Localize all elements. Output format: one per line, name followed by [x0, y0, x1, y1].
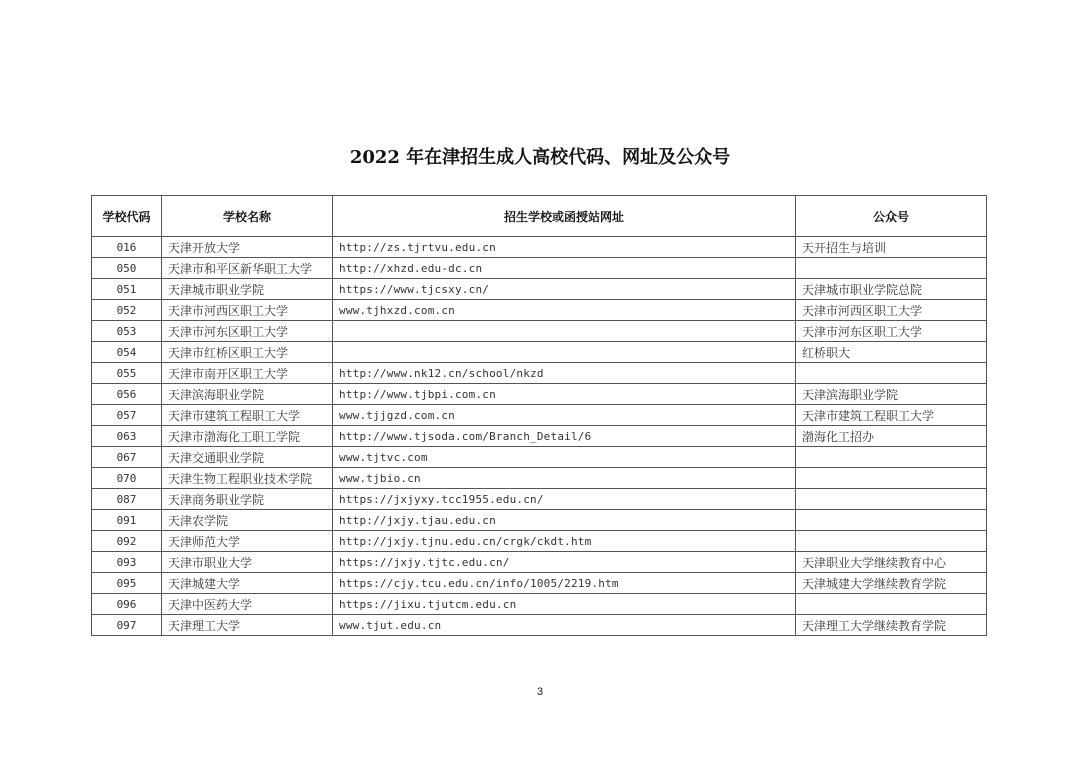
header-school-name: 学校名称 — [162, 196, 333, 237]
table-row — [92, 258, 987, 279]
website-cell: www.tjut.edu.cn — [333, 615, 796, 636]
table-row — [92, 552, 987, 573]
school-name-cell: 天津城市职业学院 — [162, 279, 333, 300]
table-row — [92, 300, 987, 321]
table-row — [92, 405, 987, 426]
table-row — [92, 594, 987, 615]
school-name-cell: 天津师范大学 — [162, 531, 333, 552]
public-account-cell: 天津市河西区职工大学 — [796, 300, 987, 321]
public-account-cell — [796, 258, 987, 279]
website-cell: http://www.nk12.cn/school/nkzd — [333, 363, 796, 384]
table-row — [92, 363, 987, 384]
school-name-cell: 天津市南开区职工大学 — [162, 363, 333, 384]
school-code-cell: 093 — [92, 552, 162, 573]
website-cell: https://jxjy.tjtc.edu.cn/ — [333, 552, 796, 573]
public-account-cell: 天津市河东区职工大学 — [796, 321, 987, 342]
website-cell — [333, 321, 796, 342]
website-cell: http://www.tjsoda.com/Branch_Detail/6 — [333, 426, 796, 447]
public-account-cell: 天津城市职业学院总院 — [796, 279, 987, 300]
school-name-cell: 天津市河东区职工大学 — [162, 321, 333, 342]
school-name-cell: 天津市职业大学 — [162, 552, 333, 573]
school-name-cell: 天津市河西区职工大学 — [162, 300, 333, 321]
public-account-cell — [796, 363, 987, 384]
school-code-cell: 091 — [92, 510, 162, 531]
school-code-cell: 055 — [92, 363, 162, 384]
website-cell: www.tjbio.cn — [333, 468, 796, 489]
table-row — [92, 510, 987, 531]
public-account-cell — [796, 531, 987, 552]
website-cell: https://jixu.tjutcm.edu.cn — [333, 594, 796, 615]
table-row — [92, 489, 987, 510]
school-name-cell: 天津市红桥区职工大学 — [162, 342, 333, 363]
table-row — [92, 615, 987, 636]
public-account-cell — [796, 468, 987, 489]
header-public-account: 公众号 — [796, 196, 987, 237]
school-code-cell: 095 — [92, 573, 162, 594]
table-row — [92, 426, 987, 447]
table-row — [92, 447, 987, 468]
website-cell: www.tjjgzd.com.cn — [333, 405, 796, 426]
school-code-cell: 053 — [92, 321, 162, 342]
school-name-cell: 天津市建筑工程职工大学 — [162, 405, 333, 426]
public-account-cell — [796, 447, 987, 468]
table-row — [92, 321, 987, 342]
table-row — [92, 384, 987, 405]
website-cell — [333, 342, 796, 363]
table-row — [92, 342, 987, 363]
school-name-cell: 天津理工大学 — [162, 615, 333, 636]
school-name-cell: 天津生物工程职业技术学院 — [162, 468, 333, 489]
school-code-cell: 067 — [92, 447, 162, 468]
website-cell: http://jxjy.tjnu.edu.cn/crgk/ckdt.htm — [333, 531, 796, 552]
public-account-cell: 天津城建大学继续教育学院 — [796, 573, 987, 594]
school-code-cell: 087 — [92, 489, 162, 510]
school-code-cell: 054 — [92, 342, 162, 363]
public-account-cell: 天津市建筑工程职工大学 — [796, 405, 987, 426]
school-name-cell: 天津市和平区新华职工大学 — [162, 258, 333, 279]
table-row — [92, 573, 987, 594]
public-account-cell: 天津职业大学继续教育中心 — [796, 552, 987, 573]
public-account-cell — [796, 489, 987, 510]
table-header-row — [92, 196, 987, 237]
school-name-cell: 天津城建大学 — [162, 573, 333, 594]
school-name-cell: 天津中医药大学 — [162, 594, 333, 615]
school-code-cell: 097 — [92, 615, 162, 636]
website-cell: http://xhzd.edu-dc.cn — [333, 258, 796, 279]
website-cell: http://zs.tjrtvu.edu.cn — [333, 237, 796, 258]
public-account-cell — [796, 510, 987, 531]
school-code-cell: 050 — [92, 258, 162, 279]
public-account-cell: 渤海化工招办 — [796, 426, 987, 447]
public-account-cell: 红桥职大 — [796, 342, 987, 363]
table-row — [92, 237, 987, 258]
website-cell: www.tjtvc.com — [333, 447, 796, 468]
public-account-cell: 天开招生与培训 — [796, 237, 987, 258]
table-row — [92, 279, 987, 300]
school-name-cell: 天津市渤海化工职工学院 — [162, 426, 333, 447]
school-code-cell: 051 — [92, 279, 162, 300]
school-code-cell: 070 — [92, 468, 162, 489]
website-cell: www.tjhxzd.com.cn — [333, 300, 796, 321]
website-cell: https://jxjyxy.tcc1955.edu.cn/ — [333, 489, 796, 510]
school-code-cell: 092 — [92, 531, 162, 552]
table-row — [92, 468, 987, 489]
header-website: 招生学校或函授站网址 — [333, 196, 796, 237]
website-cell: https://www.tjcsxy.cn/ — [333, 279, 796, 300]
school-name-cell: 天津开放大学 — [162, 237, 333, 258]
school-name-cell: 天津商务职业学院 — [162, 489, 333, 510]
public-account-cell: 天津滨海职业学院 — [796, 384, 987, 405]
website-cell: https://cjy.tcu.edu.cn/info/1005/2219.htm — [333, 573, 796, 594]
public-account-cell: 天津理工大学继续教育学院 — [796, 615, 987, 636]
website-cell: http://www.tjbpi.com.cn — [333, 384, 796, 405]
school-name-cell: 天津滨海职业学院 — [162, 384, 333, 405]
website-cell: http://jxjy.tjau.edu.cn — [333, 510, 796, 531]
school-table — [91, 195, 987, 636]
school-code-cell: 096 — [92, 594, 162, 615]
school-code-cell: 052 — [92, 300, 162, 321]
school-code-cell: 056 — [92, 384, 162, 405]
school-code-cell: 016 — [92, 237, 162, 258]
table-row — [92, 531, 987, 552]
school-code-cell: 063 — [92, 426, 162, 447]
header-school-code: 学校代码 — [92, 196, 162, 237]
page-number: 3 — [536, 686, 544, 698]
school-name-cell: 天津农学院 — [162, 510, 333, 531]
school-name-cell: 天津交通职业学院 — [162, 447, 333, 468]
public-account-cell — [796, 594, 987, 615]
document-title: 2022 年在津招生成人高校代码、网址及公众号 — [349, 147, 731, 168]
school-code-cell: 057 — [92, 405, 162, 426]
